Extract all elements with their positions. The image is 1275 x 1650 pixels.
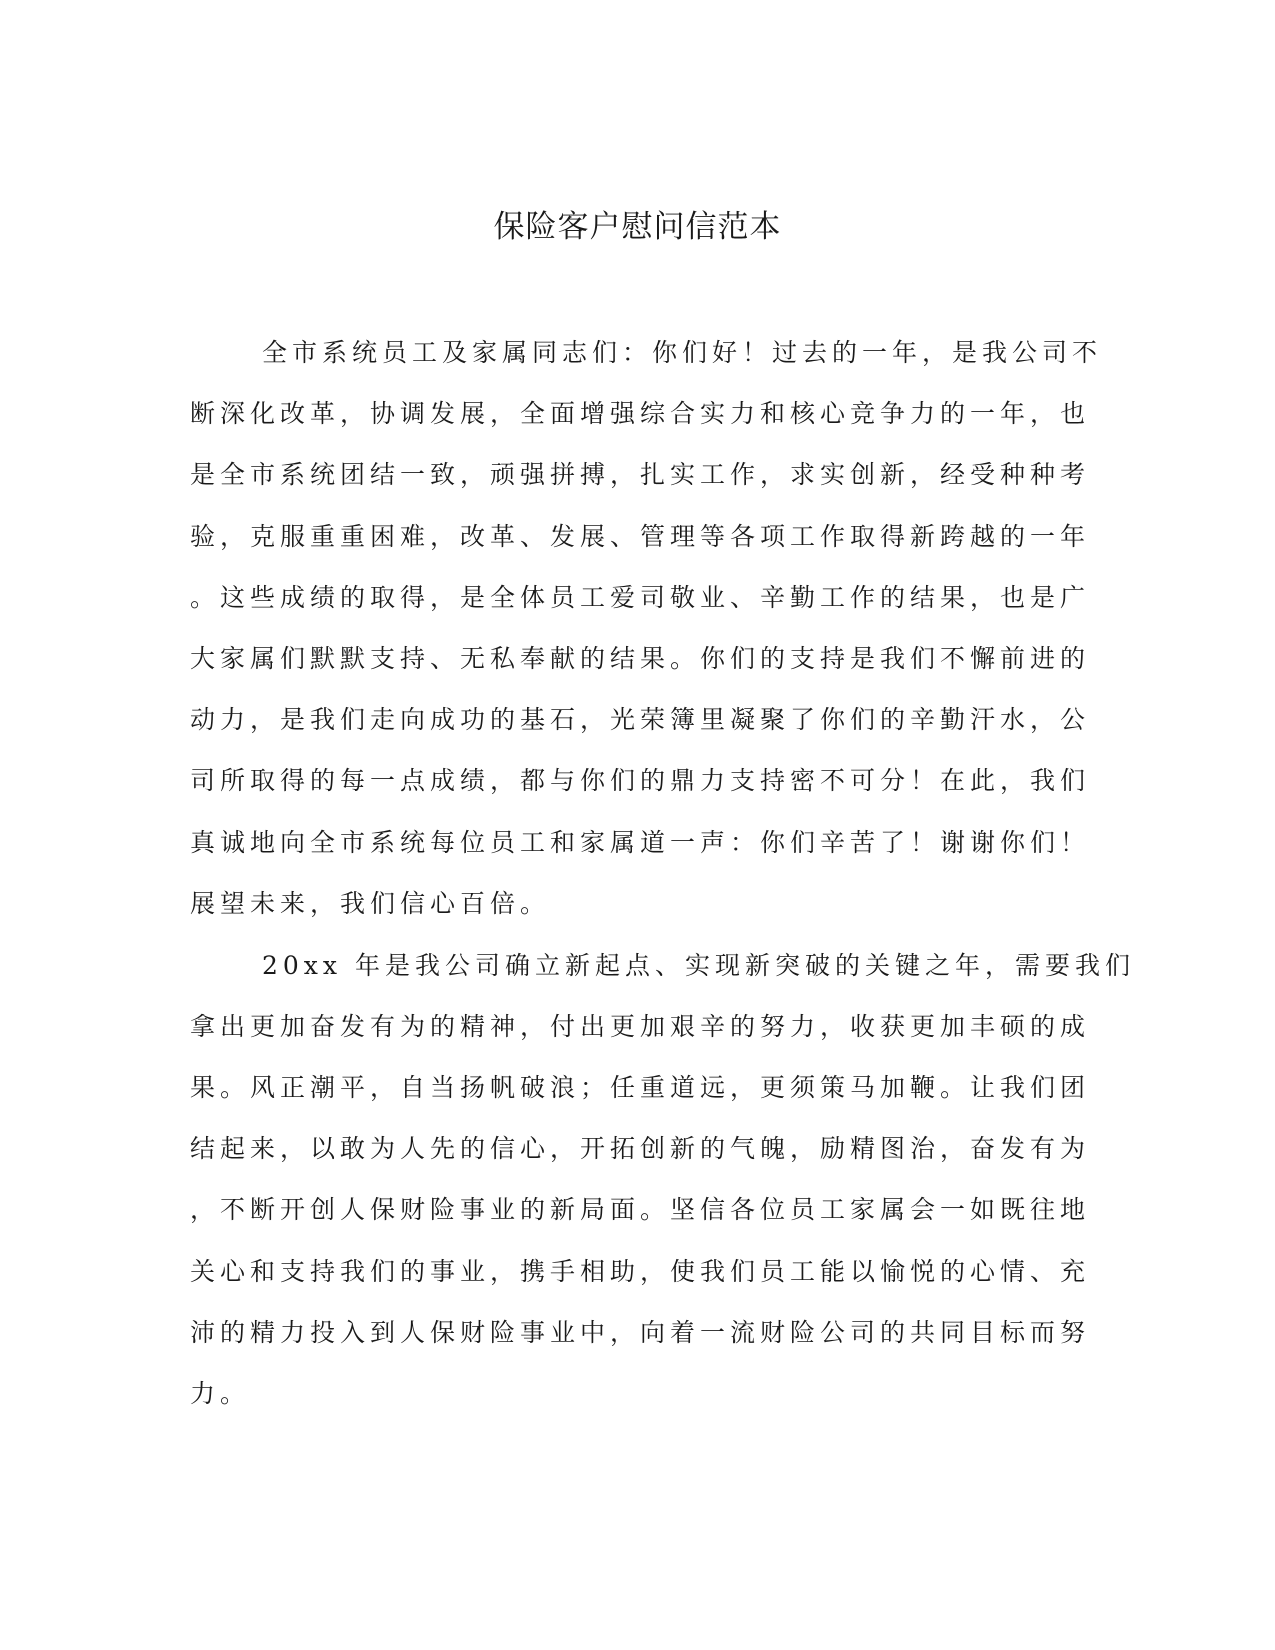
- text-line: 全市系统员工及家属同志们：你们好！过去的一年，是我公司不: [262, 338, 1103, 367]
- text-line: 司所取得的每一点成绩，都与你们的鼎力支持密不可分！在此，我们: [190, 766, 1091, 796]
- text-line: 拿出更加奋发有为的精神，付出更加艰辛的努力，收获更加丰硕的成: [190, 1011, 1091, 1041]
- text-line: 果。风正潮平，自当扬帆破浪；任重道远，更须策马加鞭。让我们团: [190, 1073, 1091, 1103]
- paragraph-1: [190, 322, 1103, 935]
- text-line: 展望未来，我们信心百倍。: [190, 888, 551, 918]
- text-line: 关心和支持我们的事业，携手相助，使我们员工能以愉悦的心情、充: [190, 1256, 1091, 1286]
- text-line: 真诚地向全市系统每位员工和家属道一声：你们辛苦了！谢谢你们！: [190, 827, 1091, 857]
- document-title: 保险客户慰问信范本: [493, 209, 782, 245]
- text-line: ，不断开创人保财险事业的新局面。坚信各位员工家属会一如既往地: [190, 1195, 1091, 1225]
- text-line: 。这些成绩的取得，是全体员工爱司敬业、辛勤工作的结果，也是广: [190, 582, 1091, 612]
- text-line: 结起来，以敢为人先的信心，开拓创新的气魄，励精图治，奋发有为: [190, 1134, 1091, 1164]
- document-body: [190, 322, 1135, 1424]
- text-line: 动力，是我们走向成功的基石，光荣簿里凝聚了你们的辛勤汗水，公: [190, 705, 1091, 735]
- text-line: 是全市系统团结一致，顽强拼搏，扎实工作，求实创新，经受种种考: [190, 460, 1091, 490]
- text-line: 大家属们默默支持、无私奉献的结果。你们的支持是我们不懈前进的: [190, 643, 1091, 673]
- text-line: 20xx 年是我公司确立新起点、实现新突破的关键之年，需要我们: [262, 950, 1135, 980]
- text-line: 断深化改革，协调发展，全面增强综合实力和核心竞争力的一年，也: [190, 399, 1091, 429]
- paragraph-2: [190, 935, 1135, 1425]
- text-line: 沛的精力投入到人保财险事业中，向着一流财险公司的共同目标而努: [190, 1317, 1091, 1347]
- text-line: 验，克服重重困难，改革、发展、管理等各项工作取得新跨越的一年: [190, 521, 1091, 551]
- text-line: 力。: [190, 1379, 251, 1408]
